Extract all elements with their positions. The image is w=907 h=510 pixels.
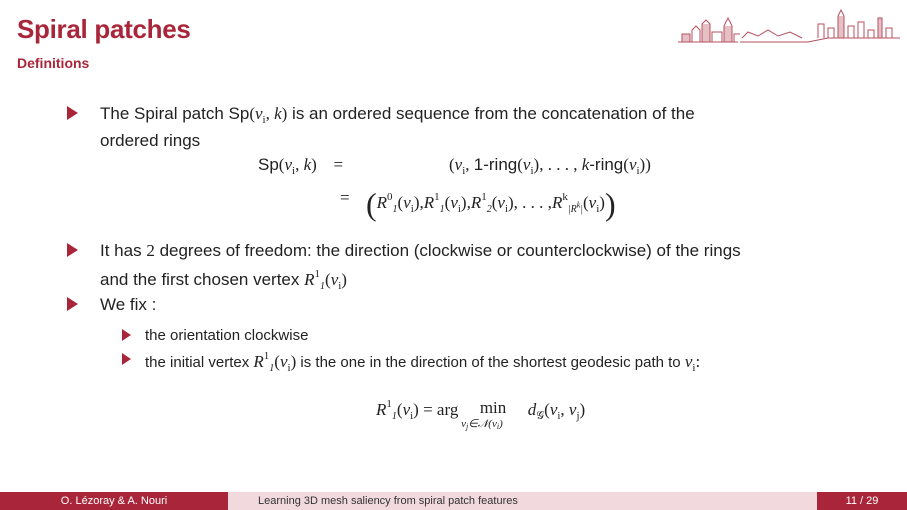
subbullet-text: the orientation clockwise bbox=[145, 327, 309, 344]
equation-line-1-rhs: ($v_i$, $1-ring(v_i)$, . . . , $k-ring(v_i)$) bbox=[449, 155, 651, 177]
subbullet-text: the initial vertex bbox=[145, 354, 250, 371]
bullet-text: degrees of freedom: the direction (clockwise or counterclockwise) of the rings bbox=[159, 241, 741, 260]
degrees-number: 2 bbox=[146, 241, 155, 260]
subbullet-orientation bbox=[145, 327, 308, 344]
equation-line-1: $Sp(v_i$, k) = bbox=[258, 155, 344, 177]
triangle-bullet-icon bbox=[122, 329, 131, 341]
eq-equals: = bbox=[333, 155, 344, 174]
bullet-degrees-of-freedom bbox=[100, 241, 741, 261]
city-skyline-logo bbox=[678, 8, 900, 48]
bullet-text: We fix : bbox=[100, 295, 157, 314]
triangle-bullet-icon bbox=[122, 353, 131, 365]
footer-bar bbox=[0, 492, 907, 510]
bullet-text: It has bbox=[100, 241, 142, 260]
bullet-we-fix bbox=[100, 295, 156, 315]
bullet-spiral-definition-cont bbox=[100, 131, 200, 151]
eq-arg: arg bbox=[436, 400, 459, 419]
bullet-degrees-cont: and the first chosen vertex $R^1_1(v_i)$ bbox=[100, 268, 347, 292]
equation-line-2-rhs: ($R^0_1(v_i),R^1_1(v_i),R^1_2(v_i)$, . . . $,R^k_{|R^k|}(v_i)$) bbox=[366, 186, 616, 222]
bullet-text: and the first chosen vertex bbox=[100, 270, 300, 289]
eq-ringk: -ring bbox=[589, 155, 624, 174]
eq-lhs: Sp bbox=[258, 155, 279, 174]
bullet-text: is an ordered sequence from the concatenation of the bbox=[292, 104, 695, 123]
equation-line-2 bbox=[340, 188, 350, 208]
subbullet-initial-vertex: the initial vertex $R^1_1(v_i)$ is the one in the direction of the shortest geodesic path to $v_i$: bbox=[145, 350, 701, 374]
bullet-spiral-definition: The Spiral patch $Sp(v_i$, k) is an ordered sequence from the concatenation of the bbox=[100, 104, 695, 126]
slide-title: Spiral patches bbox=[17, 14, 191, 44]
triangle-bullet-icon bbox=[67, 243, 78, 257]
eq-ring1: 1-ring bbox=[473, 155, 518, 174]
triangle-bullet-icon bbox=[67, 106, 78, 120]
footer-title-box bbox=[228, 492, 817, 510]
subbullet-text: is the one in the direction of the shortest geodesic path to bbox=[300, 354, 681, 371]
footer-talk-title: Learning 3D mesh saliency from spiral patch features bbox=[258, 495, 518, 507]
bullet-text: The Spiral patch Sp bbox=[100, 104, 250, 123]
eq-min: min bbox=[479, 398, 507, 417]
footer-page-number: 11 / 29 bbox=[817, 492, 907, 510]
footer-authors: O. Lézoray & A. Nouri bbox=[0, 492, 228, 510]
slide-subtitle: Definitions bbox=[17, 55, 90, 71]
equation-argmin: $R^1_1(v_i)$ = arg min vj∈𝒩(vi) $d_𝒢(v_i$, $v_j$) bbox=[376, 398, 586, 431]
eq-equals: = bbox=[340, 188, 350, 207]
triangle-bullet-icon bbox=[67, 297, 78, 311]
bullet-text: ordered rings bbox=[100, 131, 201, 150]
